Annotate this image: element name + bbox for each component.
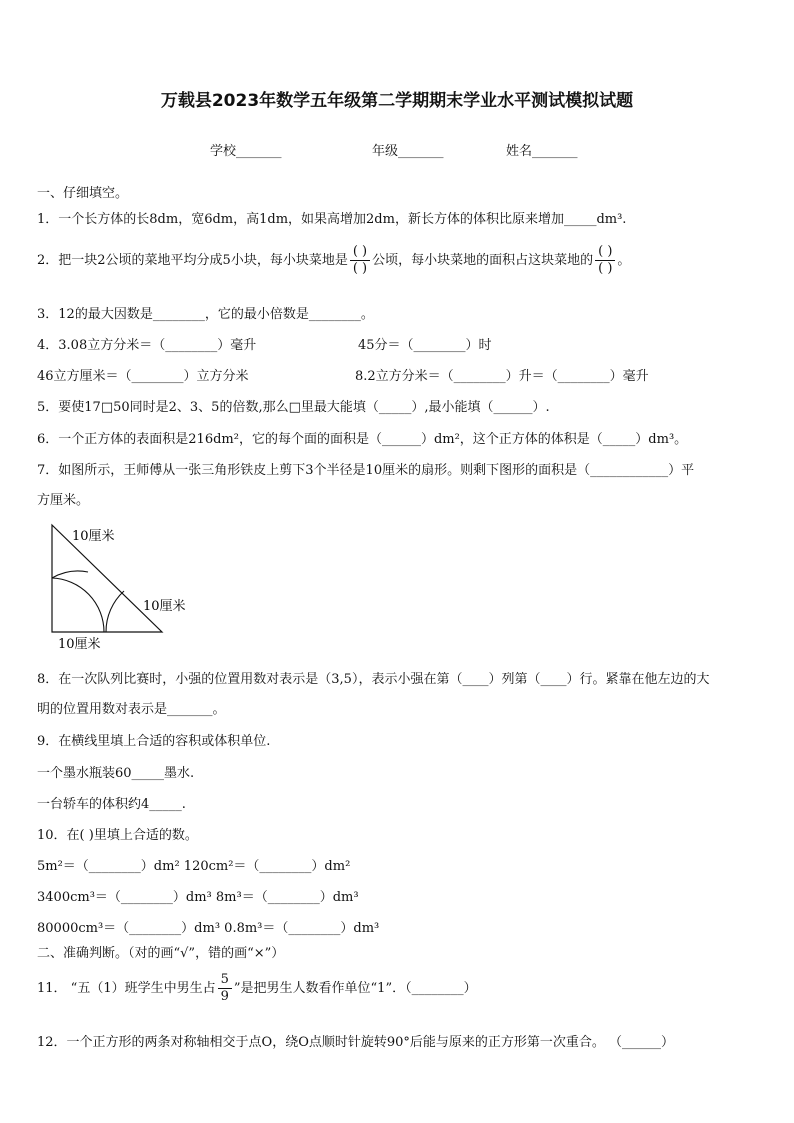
question-8-line2: 明的位置用数对表示是_______。 (37, 702, 226, 717)
q11-text-b: ”是把男生人数看作单位“1”．（________） (233, 981, 477, 996)
question-1: 1．一个长方体的长8dm，宽6dm，高1dm，如果高增加2dm，新长方体的体积比原来增加_____dm³. (37, 212, 627, 227)
question-4a: 4．3.08立方分米＝（________）毫升 (37, 338, 257, 353)
question-7-line2: 方厘米。 (37, 493, 90, 508)
sector-arc-top (52, 571, 88, 578)
triangle-figure (40, 520, 210, 655)
q2-text-c: 。 (617, 253, 631, 268)
question-6: 6．一个正方体的表面积是216dm²，它的每个面的面积是（______）dm²，这个正方体的体积是（_____）dm³。 (37, 432, 688, 447)
question-4c: 46立方厘米＝（________）立方分米 (37, 369, 249, 384)
label-top: 10厘米 (72, 529, 115, 544)
question-7-line1: 7．如图所示，王师傅从一张三角形铁皮上剪下3个半径是10厘米的扇形。则剩下图形的面积是（____________）平 (37, 463, 695, 478)
question-12: 12．一个正方形的两条对称轴相交于点O，绕O点顺时针旋转90°后能与原来的正方形第一次重合。 （______） (37, 1035, 675, 1050)
question-3: 3．12的最大因数是________，它的最小倍数是________。 (37, 307, 374, 322)
question-10d: 80000cm³＝（________）dm³ 0.8m³＝（________）dm³ (37, 921, 380, 936)
section-1-heading: 一、仔细填空。 (37, 186, 129, 201)
section-2-heading: 二、准确判断。（对的画“√”，错的画“×”） (37, 946, 285, 961)
label-bottom: 10厘米 (58, 637, 101, 652)
q2-fraction-1[interactable]: $\frac{( )}{( )}$ (350, 244, 370, 277)
question-9b: 一个墨水瓶装60_____墨水. (37, 766, 195, 781)
question-10b: 5m²＝（________）dm² 120cm²＝（________）dm² (37, 859, 351, 874)
school-field[interactable]: 学校_______ (210, 144, 282, 159)
sector-arc-right (106, 591, 124, 632)
q2-fraction-2[interactable]: $\frac{( )}{( )}$ (595, 244, 615, 277)
question-11 (37, 972, 477, 1005)
q11-fraction: $\frac{5}{9}$ (218, 972, 232, 1005)
question-10c: 3400cm³＝（________）dm³ 8m³＝（________）dm³ (37, 890, 359, 905)
name-field[interactable]: 姓名_______ (506, 144, 578, 159)
q2-text-a: 2．把一块2公顷的菜地平均分成5小块，每小块菜地是 (37, 253, 348, 268)
question-2 (37, 244, 630, 277)
q2-text-b: 公顷，每小块菜地的面积占这块菜地的 (372, 253, 594, 268)
grade-field[interactable]: 年级_______ (372, 144, 444, 159)
question-9c: 一台轿车的体积约4_____. (37, 797, 186, 812)
sector-arc-left (52, 578, 104, 632)
label-right: 10厘米 (143, 599, 186, 614)
question-4b: 45分＝（________）时 (358, 338, 492, 353)
q11-text-a: 11． “五（1）班学生中男生占 (37, 981, 216, 996)
question-10: 10．在( )里填上合适的数。 (37, 828, 198, 843)
question-9: 9．在横线里填上合适的容积或体积单位. (37, 734, 271, 749)
question-4d: 8.2立方分米＝（________）升＝（________）毫升 (355, 369, 649, 384)
page-title: 万载县2023年数学五年级第二学期期末学业水平测试模拟试题 (160, 91, 634, 111)
question-5: 5．要使17□50同时是2、3、5的倍数,那么□里最大能填（_____）,最小能填（______）. (37, 400, 550, 415)
question-8-line1: 8．在一次队列比赛时，小强的位置用数对表示是（3,5），表示小强在第（____）列第（____）行。紧靠在他左边的大 (37, 672, 710, 687)
